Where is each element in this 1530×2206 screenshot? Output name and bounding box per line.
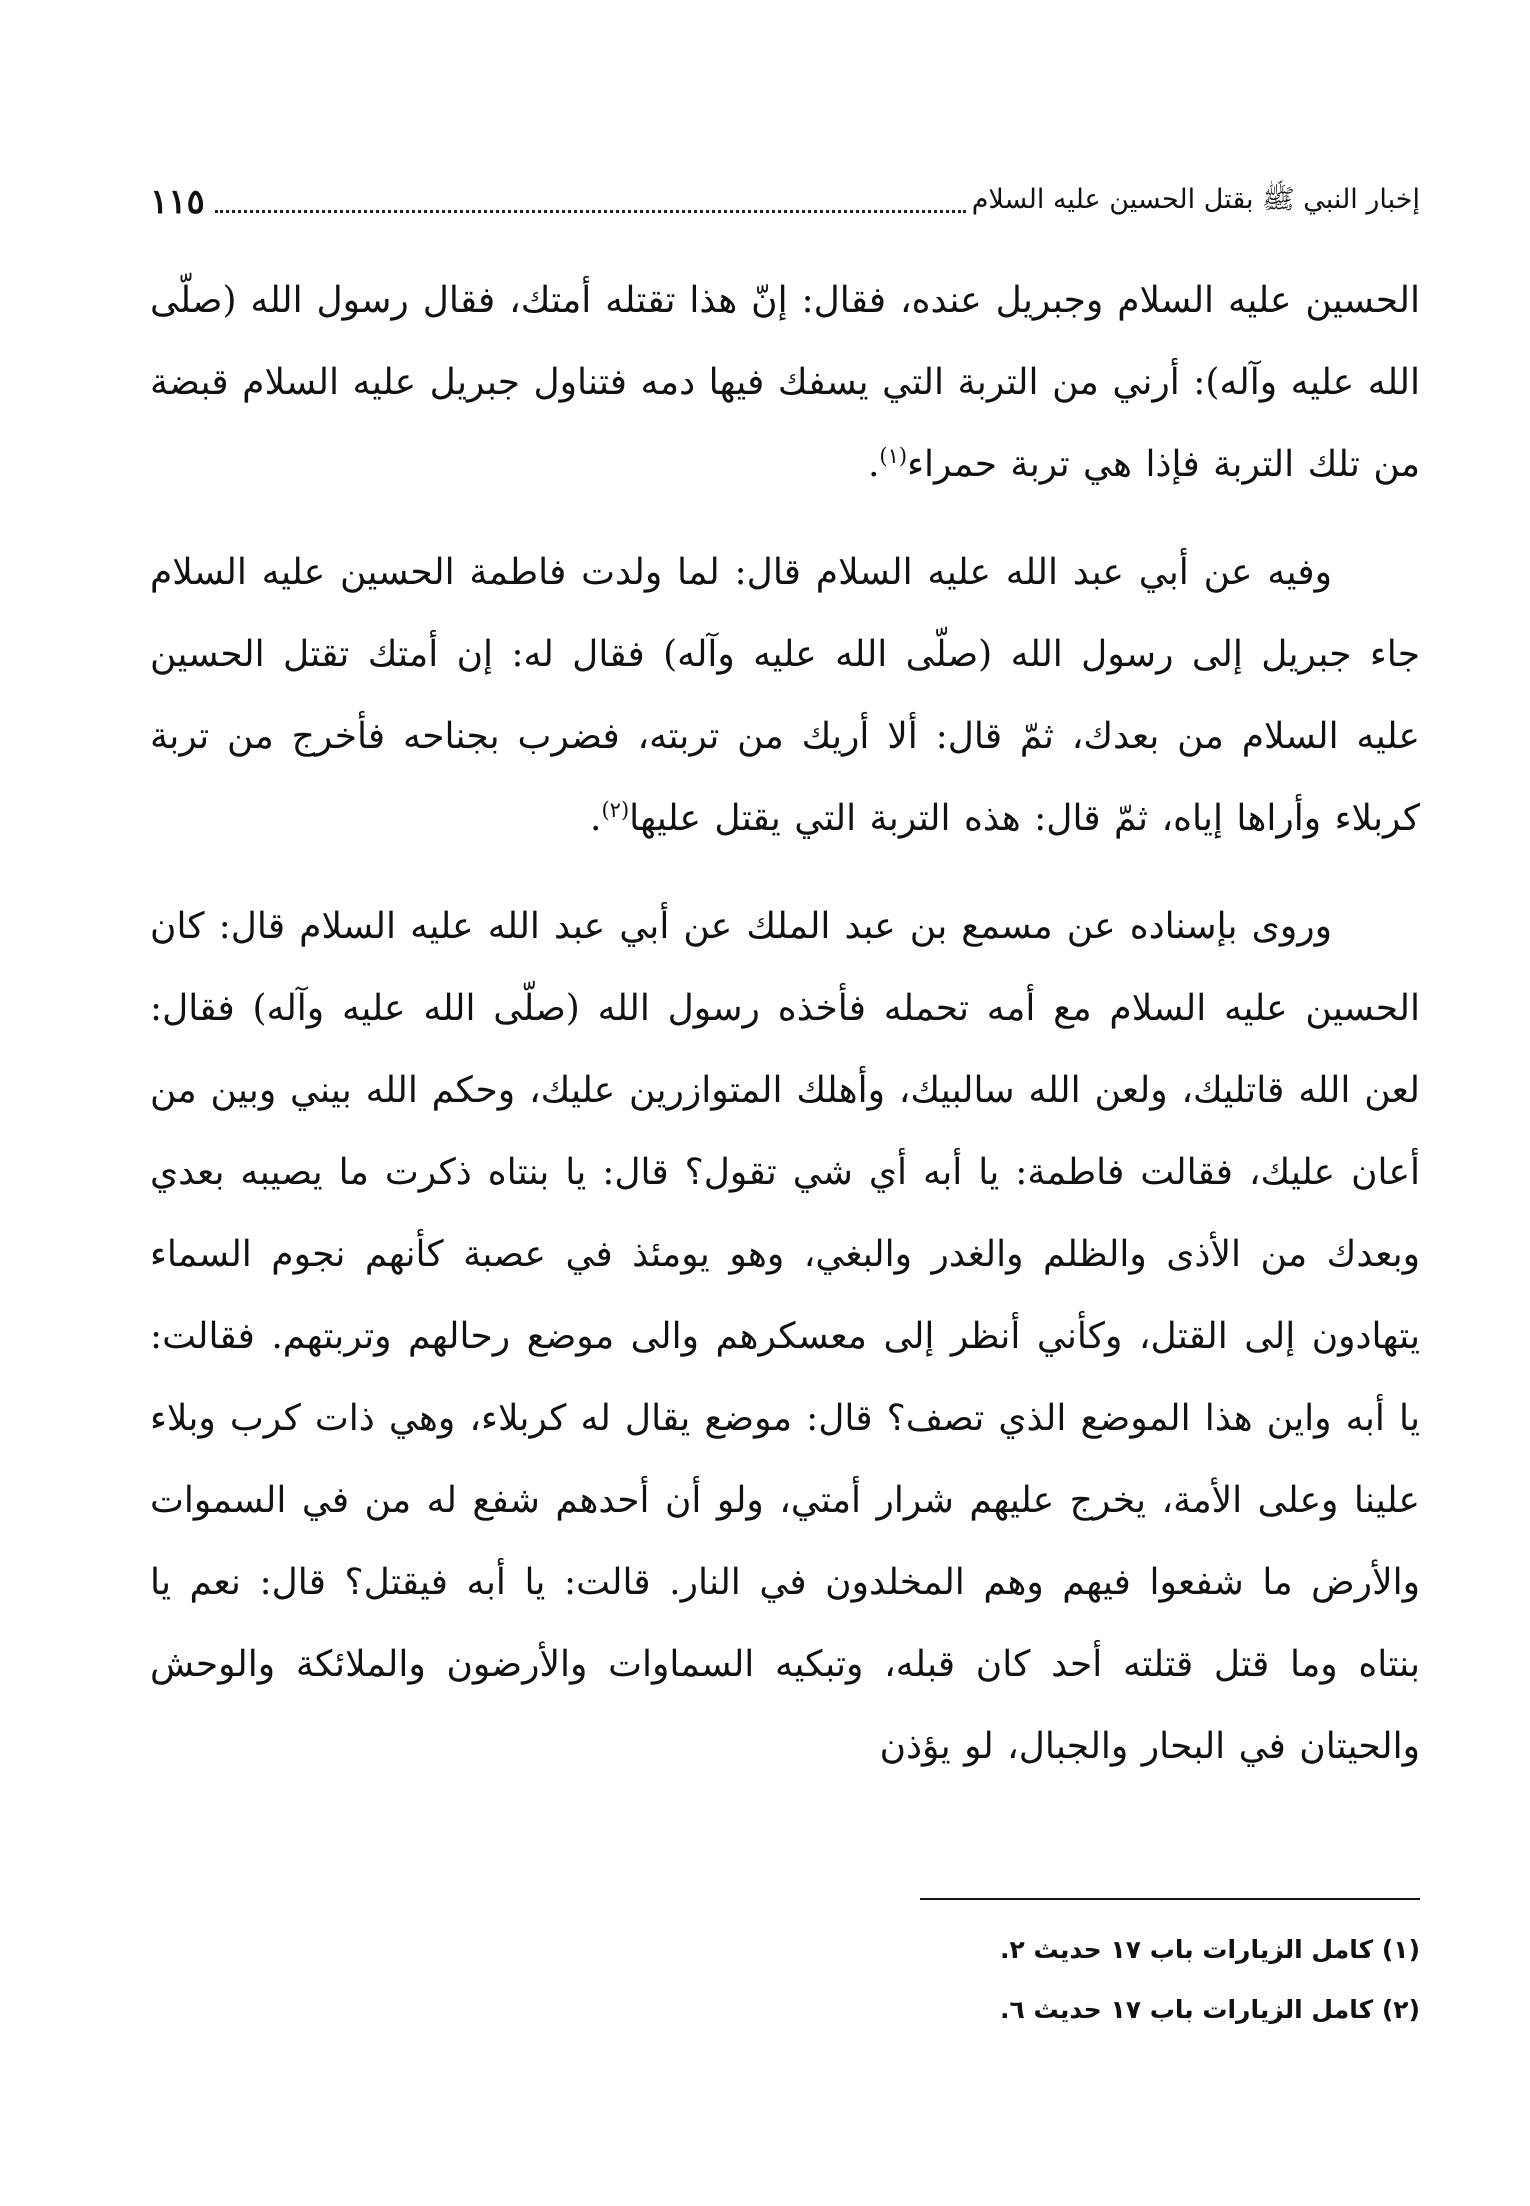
paragraph-end: . bbox=[590, 798, 602, 839]
page-number: ١١٥ bbox=[150, 182, 205, 222]
chapter-title: إخبار النبي ﷺ بقتل الحسين عليه السلام bbox=[971, 184, 1420, 215]
paragraph-text: وفيه عن أبي عبد الله عليه السلام قال: لما ولدت فاطمة الحسين عليه السلام جاء جبريل إلى رسول الله (صلّى الله عليه وآله) فقال له: إن أمتك تقتل الحسين عليه السلام من بعدك، ثمّ قال: ألا أريك من تربته، فضرب بجناحه فأخرج من تربة كربلاء وأراها إياه، ثمّ قال: هذه التربة التي يقتل عليها bbox=[150, 552, 1420, 839]
footnote-2: (٢) كامل الزيارات باب ١٧ حديث ٦. bbox=[1000, 1995, 1420, 2024]
header-dot-leader bbox=[215, 209, 966, 213]
paragraph-end: . bbox=[867, 444, 880, 485]
paragraph-text: الحسين عليه السلام وجبريل عنده، فقال: إنّ هذا تقتله أمتك، فقال رسول الله (صلّى الله عليه وآله): أرني من التربة التي يسفك فيها دمه فتناول جبريل عليه السلام قبضة من تلك التربة فإذا هي تربة حمراء bbox=[150, 280, 1420, 485]
footnote-separator bbox=[920, 1898, 1420, 1900]
footnote-reference-2: (٢) bbox=[601, 798, 630, 822]
footnotes bbox=[150, 1920, 1420, 2040]
footnote-1: (١) كامل الزيارات باب ١٧ حديث ٢. bbox=[1000, 1935, 1420, 1964]
footnote-reference-1: (١) bbox=[879, 444, 908, 468]
body-text bbox=[150, 260, 1420, 1814]
running-header bbox=[150, 172, 1420, 222]
paragraph-text: وروى بإسناده عن مسمع بن عبد الملك عن أبي عبد الله عليه السلام قال: كان الحسين عليه السلام مع أمه تحمله فأخذه رسول الله (صلّى الله عليه وآله) فقال: لعن الله قاتليك، ولعن الله سالبيك، وأهلك المتوازرين عليك، وحكم الله بيني وبين من أعان عليك، فقالت فاطمة: يا أبه أي شي تقول؟ قال: يا بنتاه ذكرت ما يصيبه بعدي وبعدك من الأذى والظلم والغدر والبغي، وهو يومئذ في عصبة كأنهم نجوم السماء يتهادون إلى القتل، وكأني أنظر إلى معسكرهم والى موضع رحالهم وتربتهم. فقالت: يا أبه واين هذا الموضع الذي تصف؟ قال: موضع يقال له كربلاء، وهي ذات كرب وبلاء علينا وعلى الأمة، يخرج عليهم شرار أمتي، ولو أن أحدهم شفع له من في السموات والأرض ما شفعوا فيهم وهم المخلدون في النار. قالت: يا أبه فيقتل؟ قال: نعم يا بنتاه وما قتل قتلته أحد كان قبله، وتبكيه السماوات والأرضون والملائكة والوحش والحيتان في البحار والجبال، لو يؤذن bbox=[150, 906, 1420, 1767]
paragraph-2 bbox=[150, 532, 1420, 860]
paragraph-3 bbox=[150, 886, 1420, 1788]
paragraph-1 bbox=[150, 260, 1420, 506]
book-page bbox=[150, 150, 1420, 2100]
